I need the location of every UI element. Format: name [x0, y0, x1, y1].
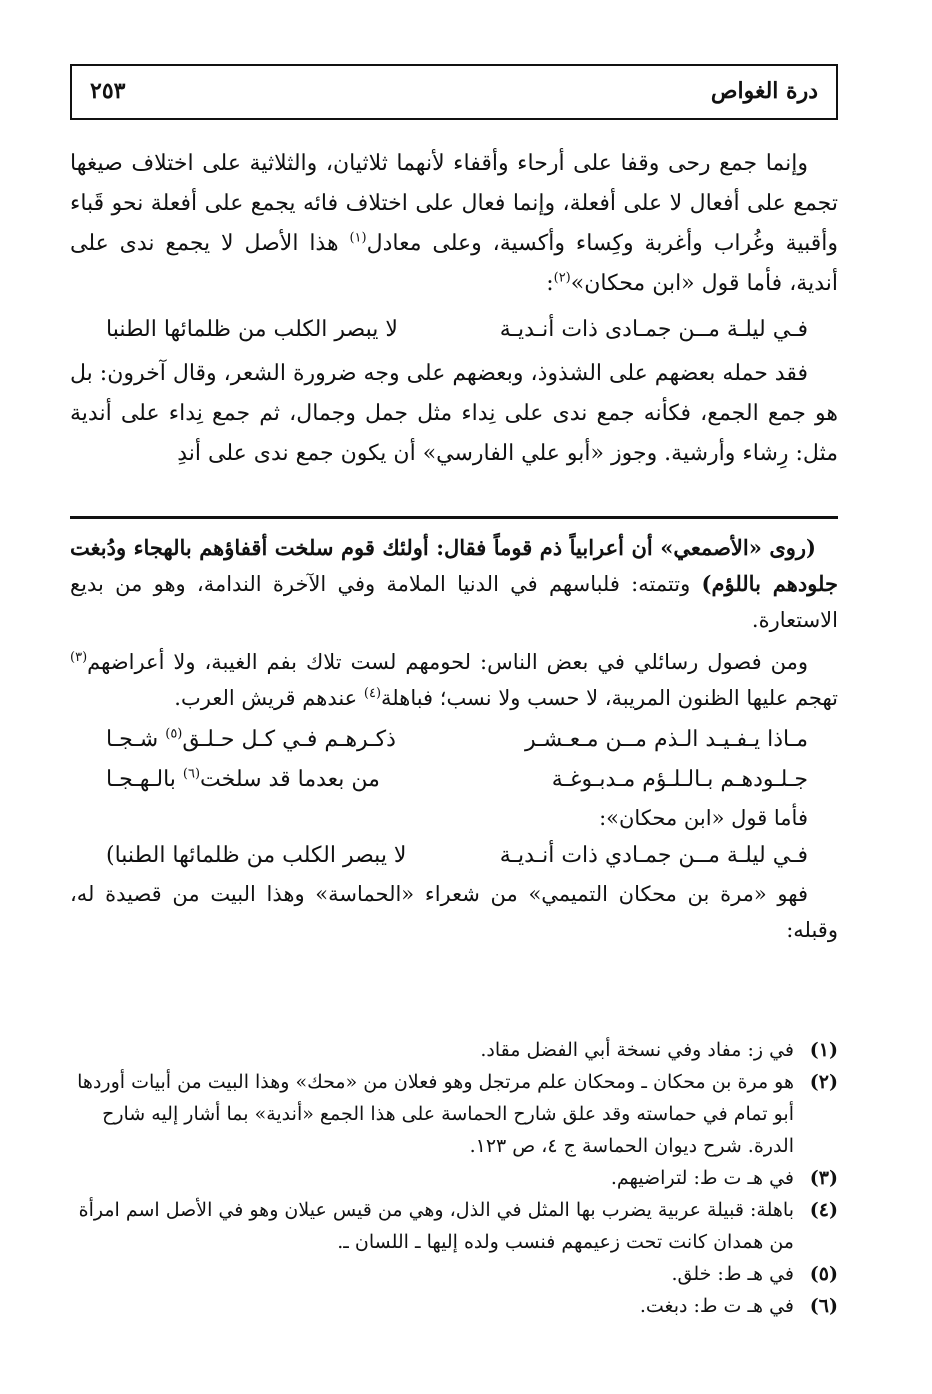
- paragraph-3-quote: (روى «الأصمعي» أن أعرابياً ذم قوماً فقال: أولئك قوم سلخت أقفاؤهم بالهجاء ودُبغت جلودهم باللؤم): [70, 535, 838, 596]
- page-header: [70, 64, 838, 120]
- footnote-text: في ز: مفاد وفي نسخة أبي الفضل مقاد.: [480, 1039, 794, 1061]
- paragraph-3-rest: وتتمته: فلباسهم في الدنيا الملامة وفي الآخرة الندامة، وهو من بديع الاستعارة.: [70, 572, 838, 632]
- upper-text-block: [70, 144, 838, 474]
- footnote: [70, 1034, 838, 1066]
- footnote-number: (٣): [809, 1167, 838, 1189]
- verse-3-first-hemistich: جـلـودهـم بـالـلـؤم مـدبـوغـة: [551, 767, 808, 792]
- footnote: [70, 1290, 838, 1322]
- footnote-ref-3: (٣): [70, 650, 88, 665]
- footnotes: [70, 1034, 838, 1322]
- paragraph-1: [70, 144, 838, 304]
- paragraph-1-end: :: [546, 271, 554, 296]
- paragraph-4-text-c: عندهم قريش العرب.: [174, 686, 364, 710]
- footnote: [70, 1258, 838, 1290]
- footnote-text: في هـ ت ط: دبغت.: [639, 1295, 794, 1317]
- footnote: [70, 1066, 838, 1162]
- verse-1: [70, 310, 838, 350]
- verse-2-second-b: شـجـا: [106, 727, 166, 752]
- paragraph-1-text: وإنما جمع رحى وقفا على أرحاء وأقفاء لأنهما ثلاثيان، والثلاثية على اختلاف صيغها تجمع على أفعال لا على أفعلة، وإنما فعال على اختلاف فائه يجمع على أفعلة نحو قَباء وأقبية وغُراب وأغربة وكِساء وأكسية، وعلى معادل: [70, 151, 838, 256]
- paragraph-2: فقد حمله بعضهم على الشذوذ، وبعضهم على وجه ضرورة الشعر، وقال آخرون: بل هو جمع الجمع، فكأنه جمع ندى على نِداء مثل جمل وجمال، ثم جمع نِداء على أندية مثل: رِشاء وأرشية. وجوز «أبو علي الفارسي» أن يكون جمع ندى على أندِ: [70, 361, 838, 466]
- verse-3-second-b: بالـهـجـا: [106, 767, 183, 792]
- verse-4: [70, 836, 838, 876]
- footnote-number: (٦): [809, 1295, 838, 1317]
- running-title: درة الغواص: [710, 78, 818, 104]
- verse-3-second-a: من بعدما قد سلخت: [200, 767, 380, 792]
- paragraph-3: [70, 530, 838, 638]
- verse-1-first-hemistich: فـي ليلـة مــن جمـادى ذات أنـديـة: [499, 317, 808, 342]
- footnote-text: باهلة: قبيلة عربية يضرب بها المثل في الذل، وهي من قيس عيلان وهو في الأصل اسم امرأة من همدان كانت تحت زعيمهم فنسب ولده إليها ـ اللسان ـ.: [78, 1199, 794, 1253]
- verse-4-second-hemistich: لا يبصر الكلب من ظلمائها الطنبا): [106, 843, 407, 868]
- paragraph-1-continuation: هذا الأصل لا يجمع ندى على أندية، فأما قول «ابن محكان»: [70, 231, 838, 296]
- footnote-number: (٢): [809, 1071, 838, 1093]
- page-number: ٢٥٣: [90, 78, 126, 104]
- footnote-ref-4: (٤): [363, 686, 382, 701]
- footnote-text: في هـ ط: خلق.: [671, 1263, 794, 1285]
- footnote-text: هو مرة بن محكان ـ ومحكان علم مرتجل وهو فعلان من «محك» وهذا البيت من أبيات أوردها أبو تمام في حماسته وقد علق شارح الحماسة على هذا الجمع «أندية» بما أشار إليه شارح الدرة. شرح ديوان الحماسة ج ٤، ص ١٢٣.: [77, 1071, 794, 1157]
- verse-2-second-hemistich: [106, 720, 396, 760]
- verse-3: [70, 760, 838, 800]
- verse-4-first-hemistich: فـي ليلـة مــن جمـادي ذات أنـديـة: [499, 843, 808, 868]
- footnote-ref-5: (٥): [165, 726, 183, 742]
- footnote-ref-1: (١): [349, 230, 367, 246]
- footnote-text: في هـ ت ط: لتراضيهم.: [610, 1167, 794, 1189]
- verse-2-first-hemistich: مـاذا يـفـيـد الـذم مــن مـعـشـر: [525, 727, 808, 752]
- footnote: [70, 1194, 838, 1258]
- section-divider: [70, 516, 838, 519]
- paragraph-4-text-b: تهجم عليها الظنون المريبة، لا حسب ولا نسب؛ فباهلة: [381, 686, 838, 710]
- lower-text-block: [70, 530, 838, 948]
- paragraph-4: [70, 644, 838, 716]
- verse-3-second-hemistich: [106, 760, 380, 800]
- footnote: [70, 1162, 838, 1194]
- verse-2-second-a: ذكـرهـم فـي كـل حـلـق: [182, 727, 396, 752]
- footnote-number: (٤): [809, 1199, 838, 1221]
- paragraph-4-text-a: ومن فصول رسائلي في بعض الناس: لحومهم لست تلاك بفم الغيبة، ولا أعراضهم: [87, 650, 808, 674]
- footnote-ref-6: (٦): [182, 766, 201, 782]
- paragraph-5: فأما قول «ابن محكان»:: [599, 806, 808, 830]
- verse-1-second-hemistich: لا يبصر الكلب من ظلمائها الطنبا: [106, 317, 398, 342]
- verse-2: [70, 720, 838, 760]
- footnote-ref-2: (٢): [553, 270, 571, 286]
- footnote-number: (١): [809, 1039, 838, 1061]
- paragraph-6: فهو «مرة بن محكان التميمي» من شعراء «الحماسة» وهذا البيت من قصيدة له، وقبله:: [70, 882, 838, 942]
- footnote-number: (٥): [809, 1263, 838, 1285]
